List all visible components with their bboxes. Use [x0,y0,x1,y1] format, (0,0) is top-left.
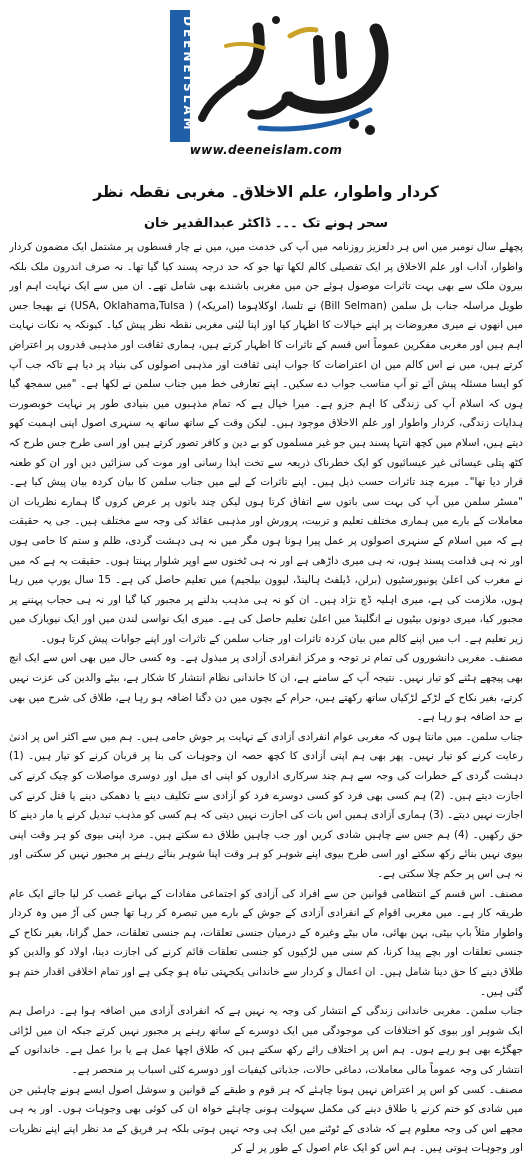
article-body [9,238,523,1158]
site-url[interactable]: www.deeneislam.com [189,143,343,157]
paragraph: مصنف۔ کسی کو اس پر اعتراض نہیں ہونا چاہئے کہ ہر قوم و طبقے کے قوانین و سوشل اصول ایسے ہونے چاہئیں جن میں شادی کو ختم کرنے یا طلاق دینے کی مکمل سہولت ہونی چاہئے خواہ ان کی کوئی بھی وجوہات ہوں۔ اور یہ ہی مجھے اس کی وجہ معلوم ہے کہ شادی کے ٹوٹنے میں ایک ہی وجہ نہیں ہوتی بلکہ ہر فریق کے مد نظر اپنے اپنے نظریات اور وجوہات ہوتی ہیں۔ ہم اس کو ایک عام اصول کے طور پر لے کر [9,1083,523,1155]
paragraph: مصنف۔ اس قسم کے انتظامی قوانین جن سے افراد کی آزادی کو اجتماعی مفادات کے بہانے غصب کر لیا جائے ایک عام طریقہ کار ہے۔ میں مغربی اقوام کے انفرادی آزادی کے جوش کے بارے میں تبصرہ کر رہا تھا جس کی آڑ میں وہ کردار واطوار مثلاً باپ بیٹی، بہن بھائی، ماں بیٹے وغیرہ کے درمیان جنسی تعلقات، ہم جنسی تعلقات، حمل گرانا، بغیر نکاح کے جنسی تعلقات اور بچے پیدا کرنا، کم سنی میں لڑکیوں کو جنسی تعلقات قائم کرنے کی اجازت دینا، اولاد کو والدین کو طلاق دینے کا حق دینا شامل ہیں۔ ان اعمال و کردار سے خاندانی یکجہتی تباہ ہو چکی ہے اور تمام اخلاقی اقدار ختم ہو گئی ہیں۔ [9,887,523,998]
logo-calligraphy [202,28,382,129]
paragraph: پچھلے سال نومبر میں اس ہر دلعزیز روزنامہ میں آپ کی خدمت میں، میں نے چار قسطوں پر مشتمل ایک مضمون کردار واطوار، آداب اور علم الاخلاق پر ایک تفصیلی کالم لکھا تھا جو کہ حد درجہ پسند کیا گیا تھا۔ نہ صرف اندرون ملک بلکہ بیرون ملک سے بھی بہت تاثرات موصول ہوئے جن میں مغربی باشندے بھی شامل تھے۔ ان میں سے ایک نہایت اہم اور طویل مراسلہ جناب بل سلمن (Bill Selman) نے تلسا، اوکلاہوما (امریکہ) ( USA, Oklahama,Tulsa) نے بھیجا جس میں انھوں نے میری معروضات پر اپنے خیالات کا اظہار کیا اور اپنا لیٰنی مغربی نقطہ نظر پیش کیا۔ کیونکہ یہ نکات نہایت اہم ہیں اور مغربی مفکرین عموماً اس قسم کے تاثرات کا اظہار کرتے ہیں، ہماری ثقافت اور مذہبی قدروں پر اعتراض کرتے ہیں، میں نے اس کالم میں ان اعتراضات کا جواب اپنی ثقافت اور مذہبی اصولوں کی بنیاد پر دیا ہے تاکہ جب آپ کو ایسا مسئلہ پیش آئے تو آپ مناسب جواب دے سکیں۔ اپنے تعارفی خط میں جناب سلمن نے لکھا ہے۔ "میں سمجھ گیا ہوں کہ اسلام آپ کی زندگی کا اہم جزو ہے۔ میرا خیال ہے کہ تمام مذہبوں میں بنیادی طور پر نہایت خوبصورت ہدایات زندگی، کردار واطوار اور علم الاخلاق موجود ہیں۔ لیکن وقت کے ساتھ ساتھ یہ سنہری اصول اپنی اہمیت کھو دیتے ہیں، اسلام میں کچھ انتہا پسند ہیں جو غیر مسلموں کو بے دین و کافر تصور کرتے ہیں اور اسی طرح جس طرح کہ کٹھ پتلی عیسائی غیر عیسائیوں کو ایک خطرناک ذریعہ سے تخت ایذا رسانی اور موت کی سزائیں دیں اور ان کو طعنہ قرار دیا تھا"۔ میرے چند تاثرات حسب ذیل ہیں۔ اپنے تاثرات کے لیے میں جناب سلمن کا بیان کردہ بیان پیش کیا ہے۔ "مسٹر سلمن میں آپ کی بہت سی باتوں سے اتفاق کرتا ہوں لیکن چند باتوں پر عرض کروں گا ہمارے نظریات ان معاملات کے بارے میں ہماری مختلف تعلیم و تربیت، پرورش اور مذہبی عقائد کی وجہ سے مختلف ہیں۔ جی یہ حقیقت ہے کہ میں اسلام کے سنہری اصولوں پر عمل پیرا ہونا ہوں مگر میں نہ ہی دہشت گردی، ظلم و ستم کا حامی ہوں اور نہ ہی قدامت پسند ہوں، نہ ہی میری داڑھی ہے اور نہ ہی ٹخنوں سے اوپر شلوار پہنتا ہوں۔ حقیقت یہ ہے کہ میں نے مغرب کی اعلیٰ یونیورسٹیوں (برلن، ڈیلفٹ ہالینڈ، لیوون بیلجیم) میں تعلیم حاصل کی ہے۔ 15 سال یورپ میں رہا ہوں، ملازمت کی ہے، میری اہلیہ ڈچ نژاد ہیں۔ ان کو نہ ہی مذہب بدلنے پر مجبور کیا گیا اور نہ ہی حجاب پہننے پر مجبور کیا، میری دونوں بیٹیوں نے انگلینڈ میں اعلیٰ تعلیم حاصل کی ہے۔ میری ایک نواسی لندن میں اور ایک نیویارک میں زیر تعلیم ہے۔ اب میں اپنے کالم میں بیان کردہ تاثرات اور جناب سلمن کے تاثرات اور اپنے جوابات پیش کرتا ہوں۔ [9,241,523,645]
paragraph: جناب سلمن۔ مغربی خاندانی زندگی کے انتشار کی وجہ یہ نہیں ہے کہ انفرادی آزادی میں اضافہ ہوا ہے۔ دراصل ہم ایک شوہر اور بیوی کو اختلافات کی موجودگی میں ایک دوسرے کے ساتھ رہنے پر مجبور نہیں کرتے جبکہ ان میں لڑائی جھگڑے بھی ہو رہے ہوں۔ ہم اس پر اختلاف رائے رکھ سکتے ہیں کہ طلاق اچھا عمل ہے یا برا عمل ہے۔ خاندانوں کے انتشار کی وجہ عموماً مالی معاملات، دماغی حالات، جذباتی کیفیات اور دوسرے کئی اسباب پر منحصر ہے۔ [9,1005,523,1076]
author-line: سحر ہونے تک ۔۔۔ ڈاکٹر عبدالقدیر خان [143,216,389,231]
logo-dot [365,125,375,135]
deeneislam-logo [140,6,410,146]
paragraph: مصنف۔ مغربی دانشوروں کی تمام تر توجہ و مرکز انفرادی آزادی پر مبذول ہے۔ وہ کسی حال میں بھی اس سے ایک انچ بھی پیچھے ہٹنے کو تیار نہیں۔ نتیجہ آپ کے سامنے ہے، ان کا خاندانی نظام انتشار کا شکار ہے، بیٹے والدین کی عزت نہیں کرتے، بغیر نکاح کے لڑکے لڑکیاں ساتھ رکھتے ہیں، حرام کے بچوں میں دن دگنا اضافہ ہو رہا ہے، طلاق کی شرح میں بھی بے حد اضافہ ہو رہا ہے۔ [9,652,523,724]
logo-dot [349,119,359,129]
paragraph: جناب سلمن۔ میں مانتا ہوں کہ مغربی عوام انفرادی آزادی کے نہایت پر جوش حامی ہیں۔ ہم میں سے اکثر اس پر ادنیٰ رعایت کرنے کو تیار نہیں۔ پھر بھی ہم اپنی آزادی کا کچھ حصہ ان وجوہات کی بنا پر قربان کرنے کو تیار ہیں۔ (1) دہشت گردی کے خطرات کی وجہ سے ہم چند سرکاری اداروں کو اپنی ای میل اور دوسری مواصلات کو چیک کرنے کی اجازت دیتے ہیں۔ (2) ہم کسی بھی فرد کو کسی دوسرے فرد کو آزادی سے تکلیف دینے یا دھمکی دینے یا قتل کرنے کی اجازت نہیں دیتے۔ (3) ہماری آزادی ہمیں اس بات کی اجازت نہیں دیتی کہ ہم کسی کو مذہب تبدیل کرنے یا مار دینے کا حق رکھیں۔ (4) ہم جس سے چاہیں شادی کریں اور جب چاہیں طلاق دے سکتے ہیں۔ مرد اپنی بیوی کو ہر وقت اپنی بیوی نہیں بنائے رکھ سکتے اور اسی طرح بیوی اپنے شوہر کو ہر وقت اپنا شوہر بنائے رہنے پر مجبور نہیں کر سکتی اور نہ ہی اس پر حکم چلا سکتی ہے۔ [9,730,523,880]
article-title: کردار واطوار، علم الاخلاق۔ مغربی نقطہ نظر [93,183,439,201]
logo-dot [272,16,280,24]
logo-vertical-text: DEENEISLAM [181,16,195,133]
